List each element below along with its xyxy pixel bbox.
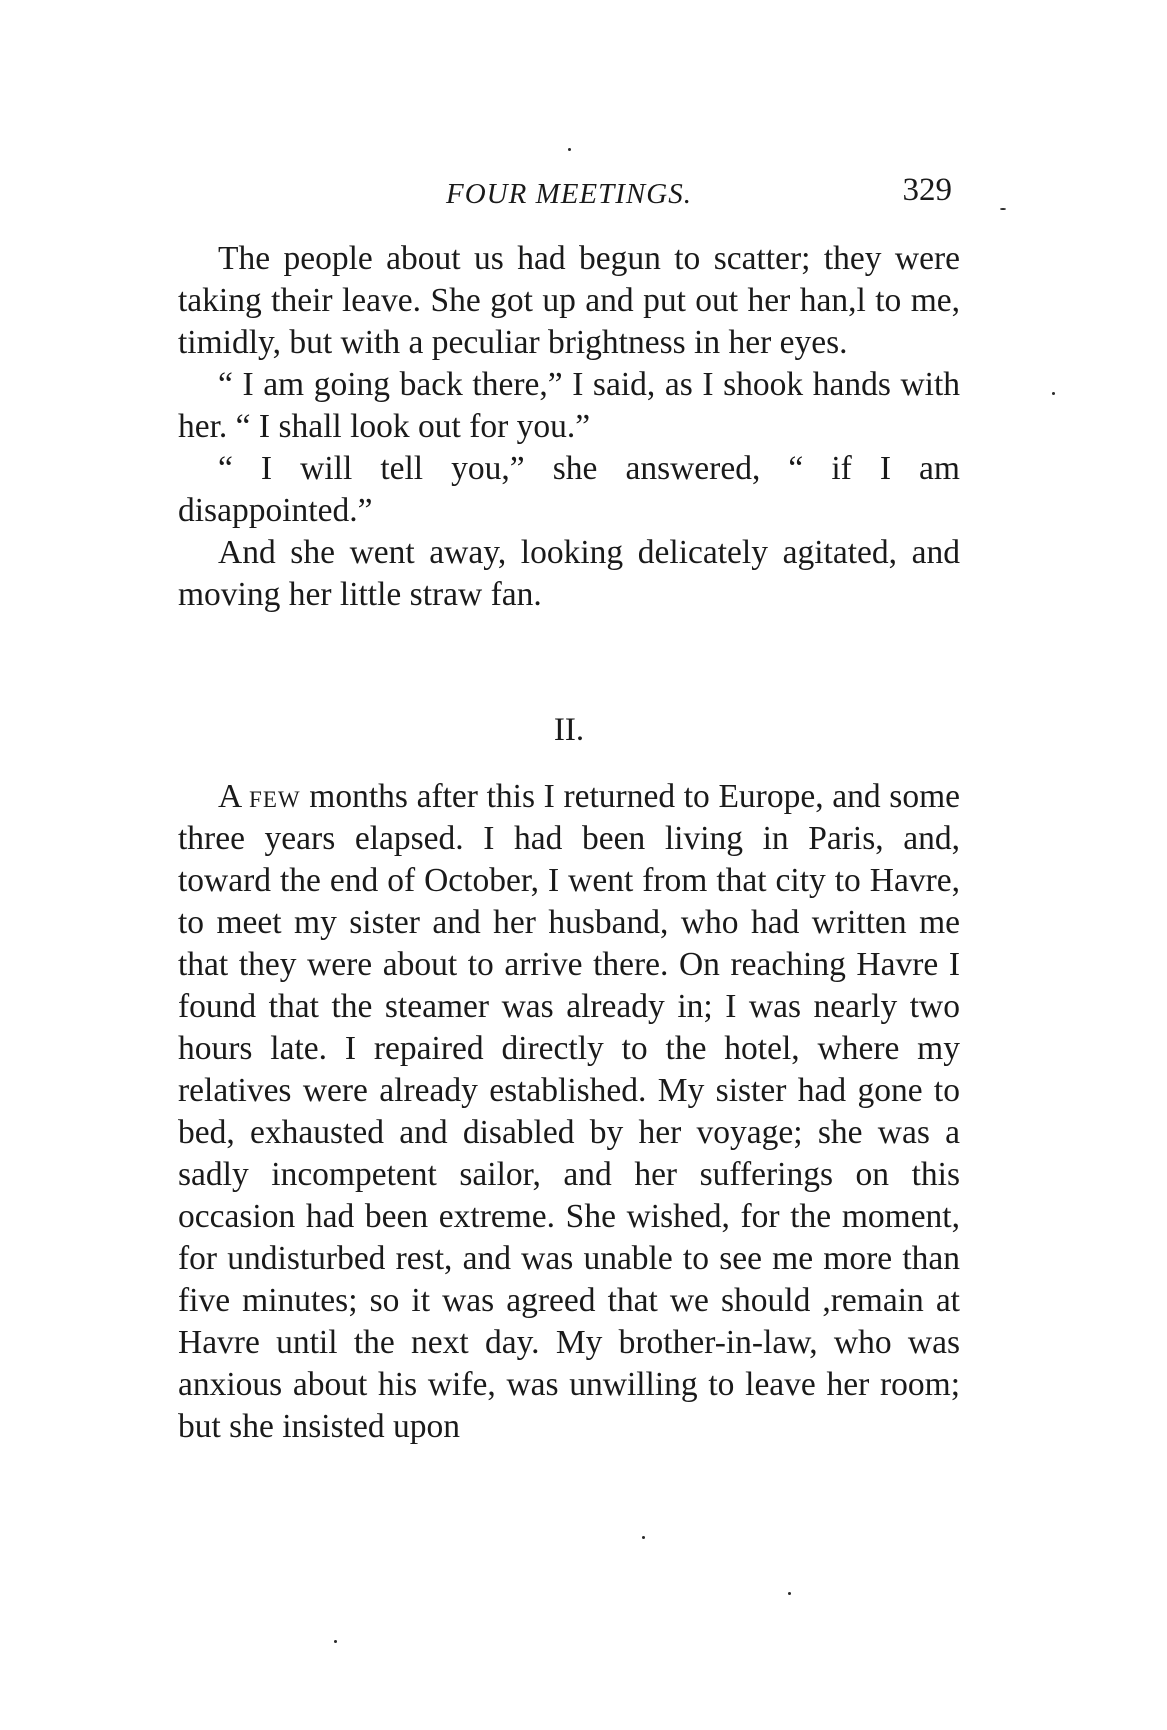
paragraph xyxy=(178,776,960,1448)
scan-speck xyxy=(1000,208,1006,210)
scan-speck xyxy=(642,1536,645,1539)
paragraph: And she went away, looking delicately agitated, and moving her little straw fan. xyxy=(178,534,960,613)
scan-speck xyxy=(1052,392,1055,395)
section-two-text xyxy=(178,776,960,1448)
section-one-text xyxy=(178,238,960,616)
scan-speck xyxy=(334,1640,337,1643)
page-number: 329 xyxy=(902,172,952,208)
running-head xyxy=(178,172,960,216)
paragraph: “ I am going back there,” I said, as I shook hands with her. “ I shall look out for you.” xyxy=(178,366,960,445)
scan-speck xyxy=(788,1592,791,1595)
running-title: FOUR MEETINGS. xyxy=(446,178,692,210)
lead-word: A xyxy=(218,778,241,815)
paragraph-text: months after this I returned to Europe, and some three years elapsed. I had been living in Paris, and, toward the end of October, I went from that city to Havre, to meet my sister and her husband, who had written me that they were about to arrive there. On reaching Havre I found that the steamer was already in; I was nearly two hours late. I repaired directly to the hotel, where my relatives were already established. My sister had gone to bed, exhausted and disabled by her voyage; she was a sadly incompetent sailor, and her sufferings on this occasion had been extreme. She wished, for the moment, for undisturbed rest, and was unable to see me more than five minutes; so it was agreed that we should ,remain at Havre until the next day. My brother-in-law, who was anxious about his wife, was unwilling to leave her room; but she insisted upon xyxy=(178,778,960,1445)
paragraph: “ I will tell you,” she answered, “ if I am disappointed.” xyxy=(178,450,960,529)
paragraph: The people about us had begun to scatter; they were taking their leave. She got up and put out her han,l to me, timidly, but with a peculiar brightness in her eyes. xyxy=(178,240,960,361)
lead-small-caps: few xyxy=(249,778,301,815)
section-numeral: II. xyxy=(553,712,585,748)
scan-speck xyxy=(568,148,571,151)
